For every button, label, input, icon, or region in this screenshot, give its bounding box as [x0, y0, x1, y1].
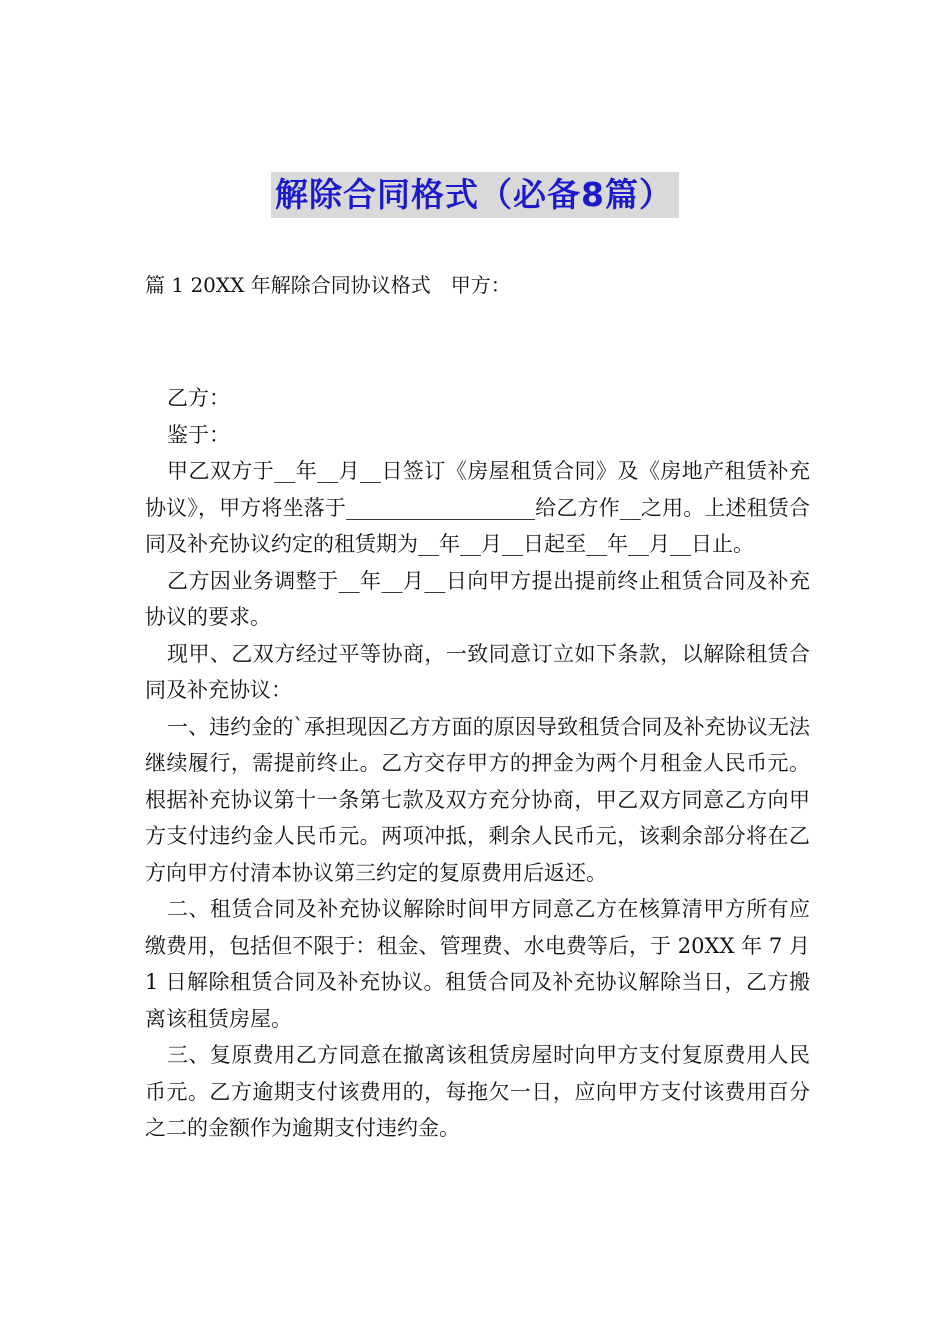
clause-2-termination-time: 二、租赁合同及补充协议解除时间甲方同意乙方在核算清甲方所有应缴费用，包括但不限于：租金、管理费、水电费等后，于 20XX 年 7 月 1 日解除租赁合同及补充协议。租赁合同及补充协议解除当日，乙方搬离该租赁房屋。 — [145, 897, 810, 1031]
document-body — [145, 380, 810, 1147]
paragraph-agreement: 现甲、乙双方经过平等协商，一致同意订立如下条款，以解除租赁合同及补充协议： — [145, 641, 810, 702]
paragraph-request: 乙方因业务调整于__年__月__日向甲方提出提前终止租赁合同及补充协议的要求。 — [145, 568, 810, 629]
document-title: 解除合同格式（必备8篇） — [271, 172, 679, 218]
paragraph-whereas: 鉴于： — [167, 422, 230, 447]
paragraph-party-b: 乙方： — [167, 386, 230, 410]
paragraph-background: 甲乙双方于__年__月__日签订《房屋租赁合同》及《房地产租赁补充协议》，甲方将坐落于__________________给乙方作__之用。上述租赁合同及补充协议约定的租赁期为__年__月__日起至__年__月__日止。 — [145, 459, 810, 556]
clause-3-restoration-cost: 三、复原费用乙方同意在撤离该租赁房屋时向甲方支付复原费用人民币元。乙方逾期支付该费用的，每拖欠一日，应向甲方支付该费用百分之二的金额作为逾期支付违约金。 — [145, 1043, 810, 1140]
party-a-label: 甲方： — [450, 273, 511, 297]
title-container — [0, 172, 950, 218]
section-label: 篇 1 20XX 年解除合同协议格式 — [145, 273, 431, 297]
clause-1-penalty: 一、违约金的`承担现因乙方方面的原因导致租赁合同及补充协议无法继续履行，需提前终止。乙方交存甲方的押金为两个月租金人民币元。根据补充协议第十一条第七款及双方充分协商，甲乙双方同意乙方向甲方支付违约金人民币元。两项冲抵，剩余人民币元，该剩余部分将在乙方向甲方付清本协议第三约定的复原费用后返还。 — [145, 714, 810, 885]
section-heading — [145, 270, 511, 300]
